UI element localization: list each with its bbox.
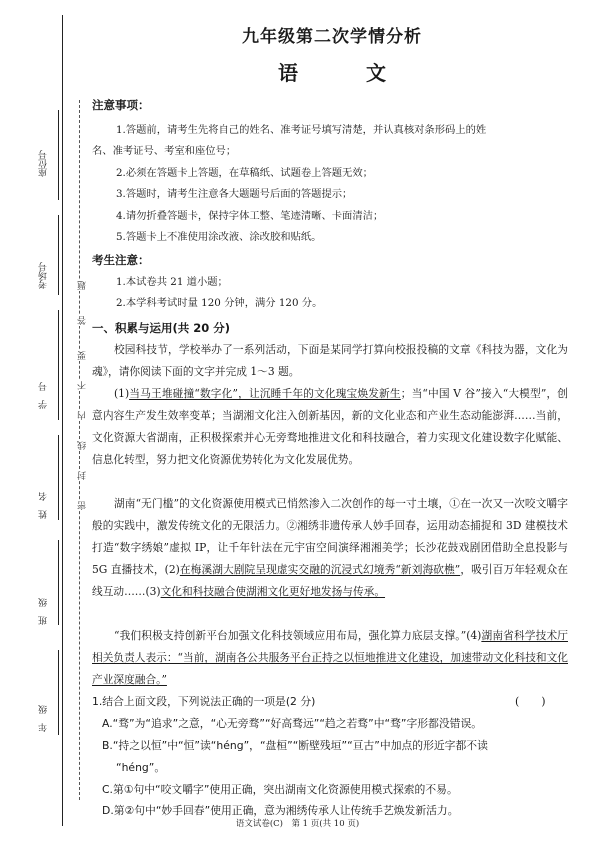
seal-char: 密 xyxy=(78,501,88,510)
underlined-sentence: 当马王堆碰撞“数字化”，让沉睡千年的文化瑰宝焕发新生 xyxy=(129,387,401,400)
name-label: 姓 名 xyxy=(39,492,49,519)
seal-char: 答 xyxy=(78,316,88,325)
student-id-field xyxy=(58,310,69,420)
exam-room-field xyxy=(58,215,69,295)
candidate-notes-heading: 考生注意： xyxy=(92,253,150,267)
class-field xyxy=(58,540,69,625)
notice-item: 5.答题卡上不准使用涂改液、涂改胶和贴纸。 xyxy=(116,231,322,243)
grade-field xyxy=(58,650,69,735)
question-1-stem: 1.结合上面文段，下列说法正确的一项是(2 分) xyxy=(92,695,316,708)
notice-item: 3.答题时，请考生注意各大题题号后面的答题提示； xyxy=(116,188,353,200)
option-c: C.第①句中“咬文嚼字”使用正确，突出湖南文化资源使用模式探索的不易。 xyxy=(102,783,458,796)
passage-text: 湖南“无门槛”的文化资源使用模式已悄然渗入二次创作的每一寸土壤，①在一次又一次咬文嚼字般的实践中，激发传统文化的无限活力。②湘绣非遗传承人妙手回春，运用动态捕捉和 3D 建模技术打造“数字绣娘”虚拟 IP，让千年针法在元宇宙空间演绎湘湘美学；长沙花鼓戏剧团借助全息投影与 5G 直播技术，(2) xyxy=(92,497,568,576)
exam-room-label: 考场号 xyxy=(39,262,49,289)
intro-paragraph: 校园科技节，学校举办了一系列活动，下面是某同学打算向校报投稿的文章《科技为器，文化为魂》，请你阅读下面的文字并完成 1～3 题。 xyxy=(92,343,568,378)
grade-label: 年 级 xyxy=(39,705,49,732)
passage-text: ；当“中国 V 谷”接入“大模型”，创意内容生产发生效率变革；当湖湘文化注入创新基因，新的文化业态和产业生态动能澎湃……当前，文化资源大省湖南，正积极探索并心无旁骛地推进文化和科技融合，着力实现文化建设数字化赋能、信息化转型，努力把文化资源优势转化为文化发展优势。 xyxy=(92,387,568,466)
option-b: B.“持之以恒”中“恒”读“héng”，“盘桓”“断壁残垣”“亘古”中加点的形近字都不读 xyxy=(102,739,488,752)
sentence-marker: (1) xyxy=(114,387,130,400)
notices-heading: 注意事项： xyxy=(92,98,150,112)
underlined-sentence: 在梅溪湖大剧院呈现虚实交融的沉浸式幻境秀“新刘海砍樵” xyxy=(179,563,461,576)
name-field xyxy=(58,435,69,520)
seal-char: 不 xyxy=(78,381,88,390)
candidate-note-item: 1.本试卷共 21 道小题； xyxy=(116,276,228,288)
notice-item: 2.必须在答题卡上答题，在草稿纸、试题卷上答题无效； xyxy=(116,167,373,179)
subject-title: 语 文 xyxy=(278,61,410,85)
seal-char: 线 xyxy=(78,441,88,450)
option-a: A.“骛”为“追求”之意，“心无旁骛”“好高骛远”“趋之若骛”中“骛”字形都没错误。 xyxy=(102,717,483,730)
underlined-sentence: 文化和科技融合使湖湘文化更好地发扬与传承。 xyxy=(160,585,386,598)
page-footer: 语文试卷(C) 第 1 页(共 10 页) xyxy=(235,819,360,829)
binding-margin xyxy=(0,0,88,841)
seal-char: 封 xyxy=(78,471,88,480)
seal-char: 题 xyxy=(78,281,88,290)
passage-text: “我们积极支持创新平台加强文化科技领域应用布局，强化算力底层支撑。”(4) xyxy=(114,629,482,642)
notice-item: 1.答题前，请考生先将自己的姓名、准考证号填写清楚，并认真核对条形码上的姓 xyxy=(116,124,487,136)
seat-number-field xyxy=(58,110,69,200)
candidate-note-item: 2.本学科考试时量 120 分钟，满分 120 分。 xyxy=(116,297,323,309)
passage-text: ，吸引百万年轻观众在线互动……(3) xyxy=(92,563,568,598)
answer-parentheses: ( ) xyxy=(515,695,546,708)
exam-title: 九年级第二次学情分析 xyxy=(242,27,422,47)
passage-paragraph-3 xyxy=(92,625,568,691)
student-id-label: 学 号 xyxy=(39,382,49,409)
notice-item: 名、准考证号、考室和座位号； xyxy=(92,145,237,157)
underlined-sentence: 湖南省科学技术厅相关负责人表示：“当前，湖南各公共服务平台正持之以恒地推进文化建设，加速带动文化科技和文化产业深度融合。” xyxy=(92,629,568,686)
passage-paragraph-1 xyxy=(92,383,568,471)
section-heading: 一、积累与运用(共 20 分) xyxy=(92,321,231,335)
seat-number-label: 座位号 xyxy=(39,150,49,177)
notice-item: 4.请勿折叠答题卡，保持字体工整、笔迹清晰、卡面清洁； xyxy=(116,210,384,222)
passage-paragraph-2 xyxy=(92,493,568,603)
seal-char: 要 xyxy=(78,351,88,360)
option-b-continued: “héng”。 xyxy=(116,761,166,774)
option-d: D.第②句中“妙手回春”使用正确，意为湘绣传承人让传统手艺焕发新活力。 xyxy=(102,804,459,817)
class-label: 班 级 xyxy=(39,598,49,625)
seal-char: 内 xyxy=(78,411,88,420)
